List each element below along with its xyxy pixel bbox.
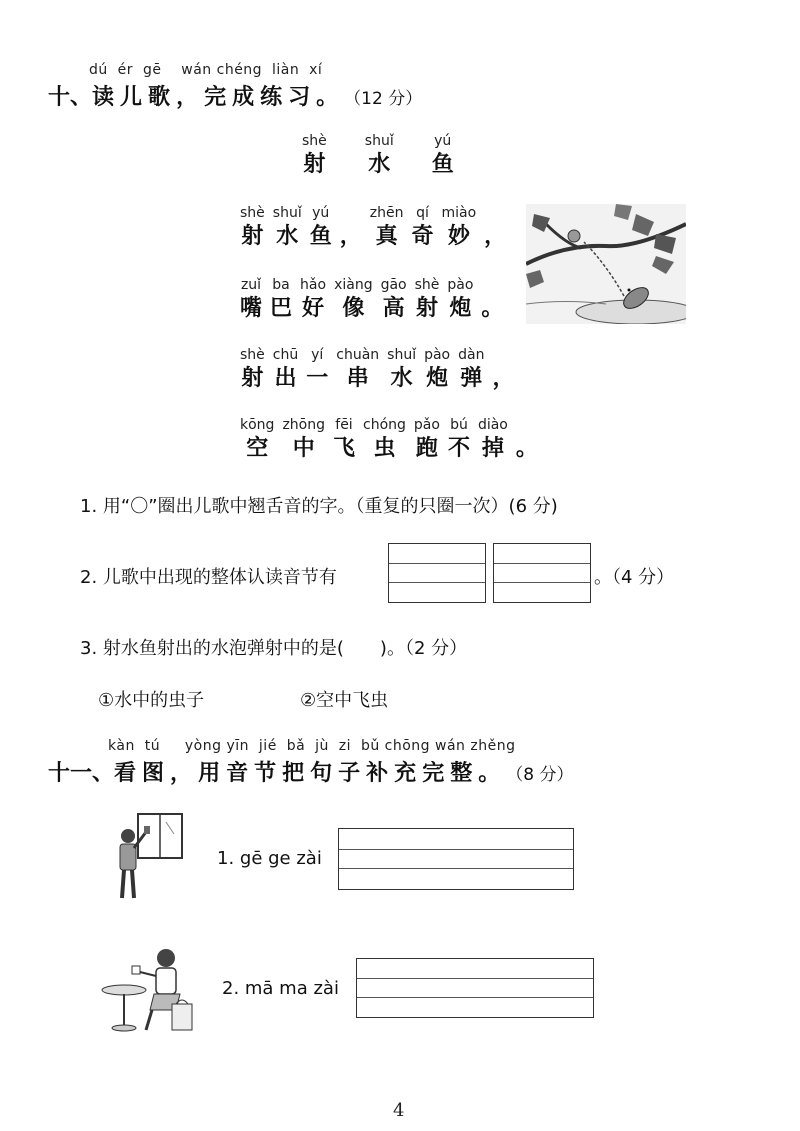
poem-title: shè 射 shuǐ 水 yú 鱼 xyxy=(302,133,454,177)
question-1: 1. 用“〇”圈出儿歌中翘舌音的字。（重复的只圈一次）(6 分) xyxy=(80,496,558,517)
question-3: 3. 射水鱼射出的水泡弹射中的是( )。（2 分） xyxy=(80,638,468,659)
section11-title: 十一、 看图，用音节把句子补充完整。 （8 分） xyxy=(48,761,574,786)
question-2-prefix: 2. 儿歌中出现的整体认读音节有 xyxy=(80,567,337,588)
answer-grid-item-2[interactable] xyxy=(356,958,594,1018)
poem-line-3: shè 射 chū 出 yí 一 chuàn 串 shuǐ 水 pào 炮 dàn 弹 ， xyxy=(240,347,515,391)
section10-score: （12 分） xyxy=(344,89,423,109)
poem-line-2: zuǐ 嘴 ba 巴 hǎo 好 xiàng 像 gāo 高 shè 射 pào 炮 。 xyxy=(240,277,504,321)
poem-line-1: shè 射 shuǐ 水 yú 鱼 ， zhēn 真 qí 奇 miào 妙 ， xyxy=(240,205,507,249)
question-3-option-1: ①水中的虫子 xyxy=(98,690,205,711)
section10-title-pinyin: dú ér gē wán chéng liàn xí xyxy=(89,62,323,78)
answer-grid-1[interactable] xyxy=(388,543,486,603)
section11-title-pinyin: kàn tú yòng yīn jié bǎ jù zi bǔ chōng wán zhěng xyxy=(108,738,516,754)
item-1-label: 1. gē ge zài xyxy=(217,848,322,869)
answer-grid-item-1[interactable] xyxy=(338,828,574,890)
question-3-option-2: ②空中飞虫 xyxy=(300,690,389,711)
item-2-label: 2. mā ma zài xyxy=(222,978,339,999)
mother-drinking-illustration xyxy=(100,946,200,1036)
boy-cleaning-window-illustration xyxy=(108,812,188,908)
answer-grid-2[interactable] xyxy=(493,543,591,603)
section10-title: 十、 读儿歌，完成练习。 （12 分） xyxy=(48,85,423,110)
question-2-suffix: 。（4 分） xyxy=(594,567,675,588)
archer-fish-illustration xyxy=(526,204,686,324)
poem-line-4: kōng 空 zhōng 中 fēi 飞 chóng 虫 pǎo 跑 bú 不 diào 掉 。 xyxy=(240,417,538,461)
section11-score: （8 分） xyxy=(506,765,574,785)
page-number: 4 xyxy=(393,1100,405,1121)
